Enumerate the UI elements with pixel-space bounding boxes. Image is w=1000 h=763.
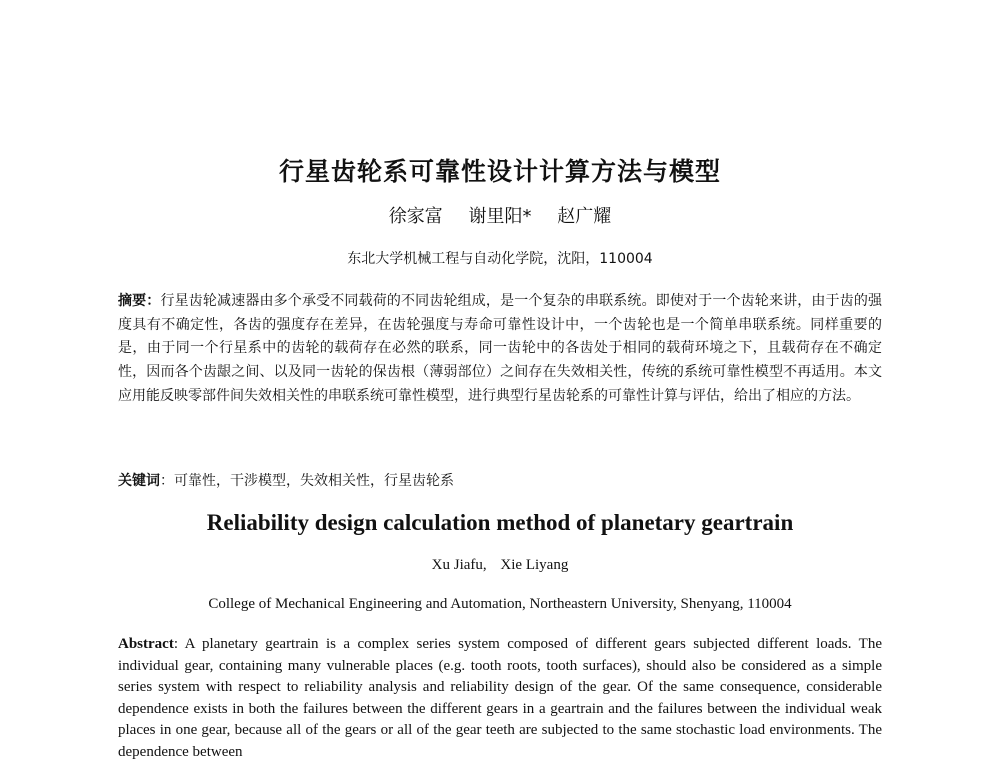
chinese-abstract (118, 290, 882, 409)
chinese-author: 谢里阳* (468, 206, 532, 227)
english-author: Xie Liyang (500, 557, 569, 573)
chinese-abstract-label: 摘要： (118, 293, 161, 309)
english-title: Reliability design calculation method of planetary geartrain (206, 510, 794, 535)
chinese-authors (0, 202, 1000, 228)
english-author: Xu Jiafu, (431, 557, 487, 573)
chinese-keywords-label: 关键词 (118, 473, 160, 489)
english-abstract-text: : A planetary geartrain is a complex series system composed of different gears subjected different loads. The individual gear, containing many vulnerable places (e.g. tooth roots, tooth surfaces), should also be considered as a simple series system with respect to reliability analysis and reliability design of the gear. Of the same consequence, considerable dependence exists in both the failures between the different gears in a geartrain and the failures between the individual weak places in one gear, because all of the gears or all of the gear teeth are subjected to the same stochastic load environments. The dependence between (118, 636, 882, 760)
english-abstract (118, 634, 882, 763)
english-affiliation: College of Mechanical Engineering and Automation, Northeastern University, Shenyang, 110004 (208, 596, 792, 612)
chinese-title: 行星齿轮系可靠性设计计算方法与模型 (278, 157, 721, 186)
chinese-affiliation: 东北大学机械工程与自动化学院，沈阳，110004 (347, 251, 653, 267)
english-authors (0, 557, 1000, 574)
chinese-keywords-text: ：可靠性，干涉模型，失效相关性，行星齿轮系 (160, 473, 454, 489)
chinese-keywords (118, 470, 882, 490)
chinese-author: 徐家富 (388, 206, 443, 227)
chinese-author: 赵广耀 (557, 206, 612, 227)
english-abstract-label: Abstract (118, 636, 174, 652)
chinese-abstract-text: 行星齿轮减速器由多个承受不同载荷的不同齿轮组成，是一个复杂的串联系统。即使对于一个齿轮来讲，由于齿的强度具有不确定性，各齿的强度存在差异，在齿轮强度与寿命可靠性设计中，一个齿轮也是一个简单串联系统。同样重要的是，由于同一个行星系中的齿轮的载荷存在必然的联系，同一齿轮中的各齿处于相同的载荷环境之下，且载荷存在不确定性，因而各个齿龈之间、以及同一齿轮的保齿根（薄弱部位）之间存在失效相关性，传统的系统可靠性模型不再适用。本文应用能反映零部件间失效相关性的串联系统可靠性模型，进行典型行星齿轮系的可靠性计算与评估，给出了相应的方法。 (118, 293, 882, 404)
